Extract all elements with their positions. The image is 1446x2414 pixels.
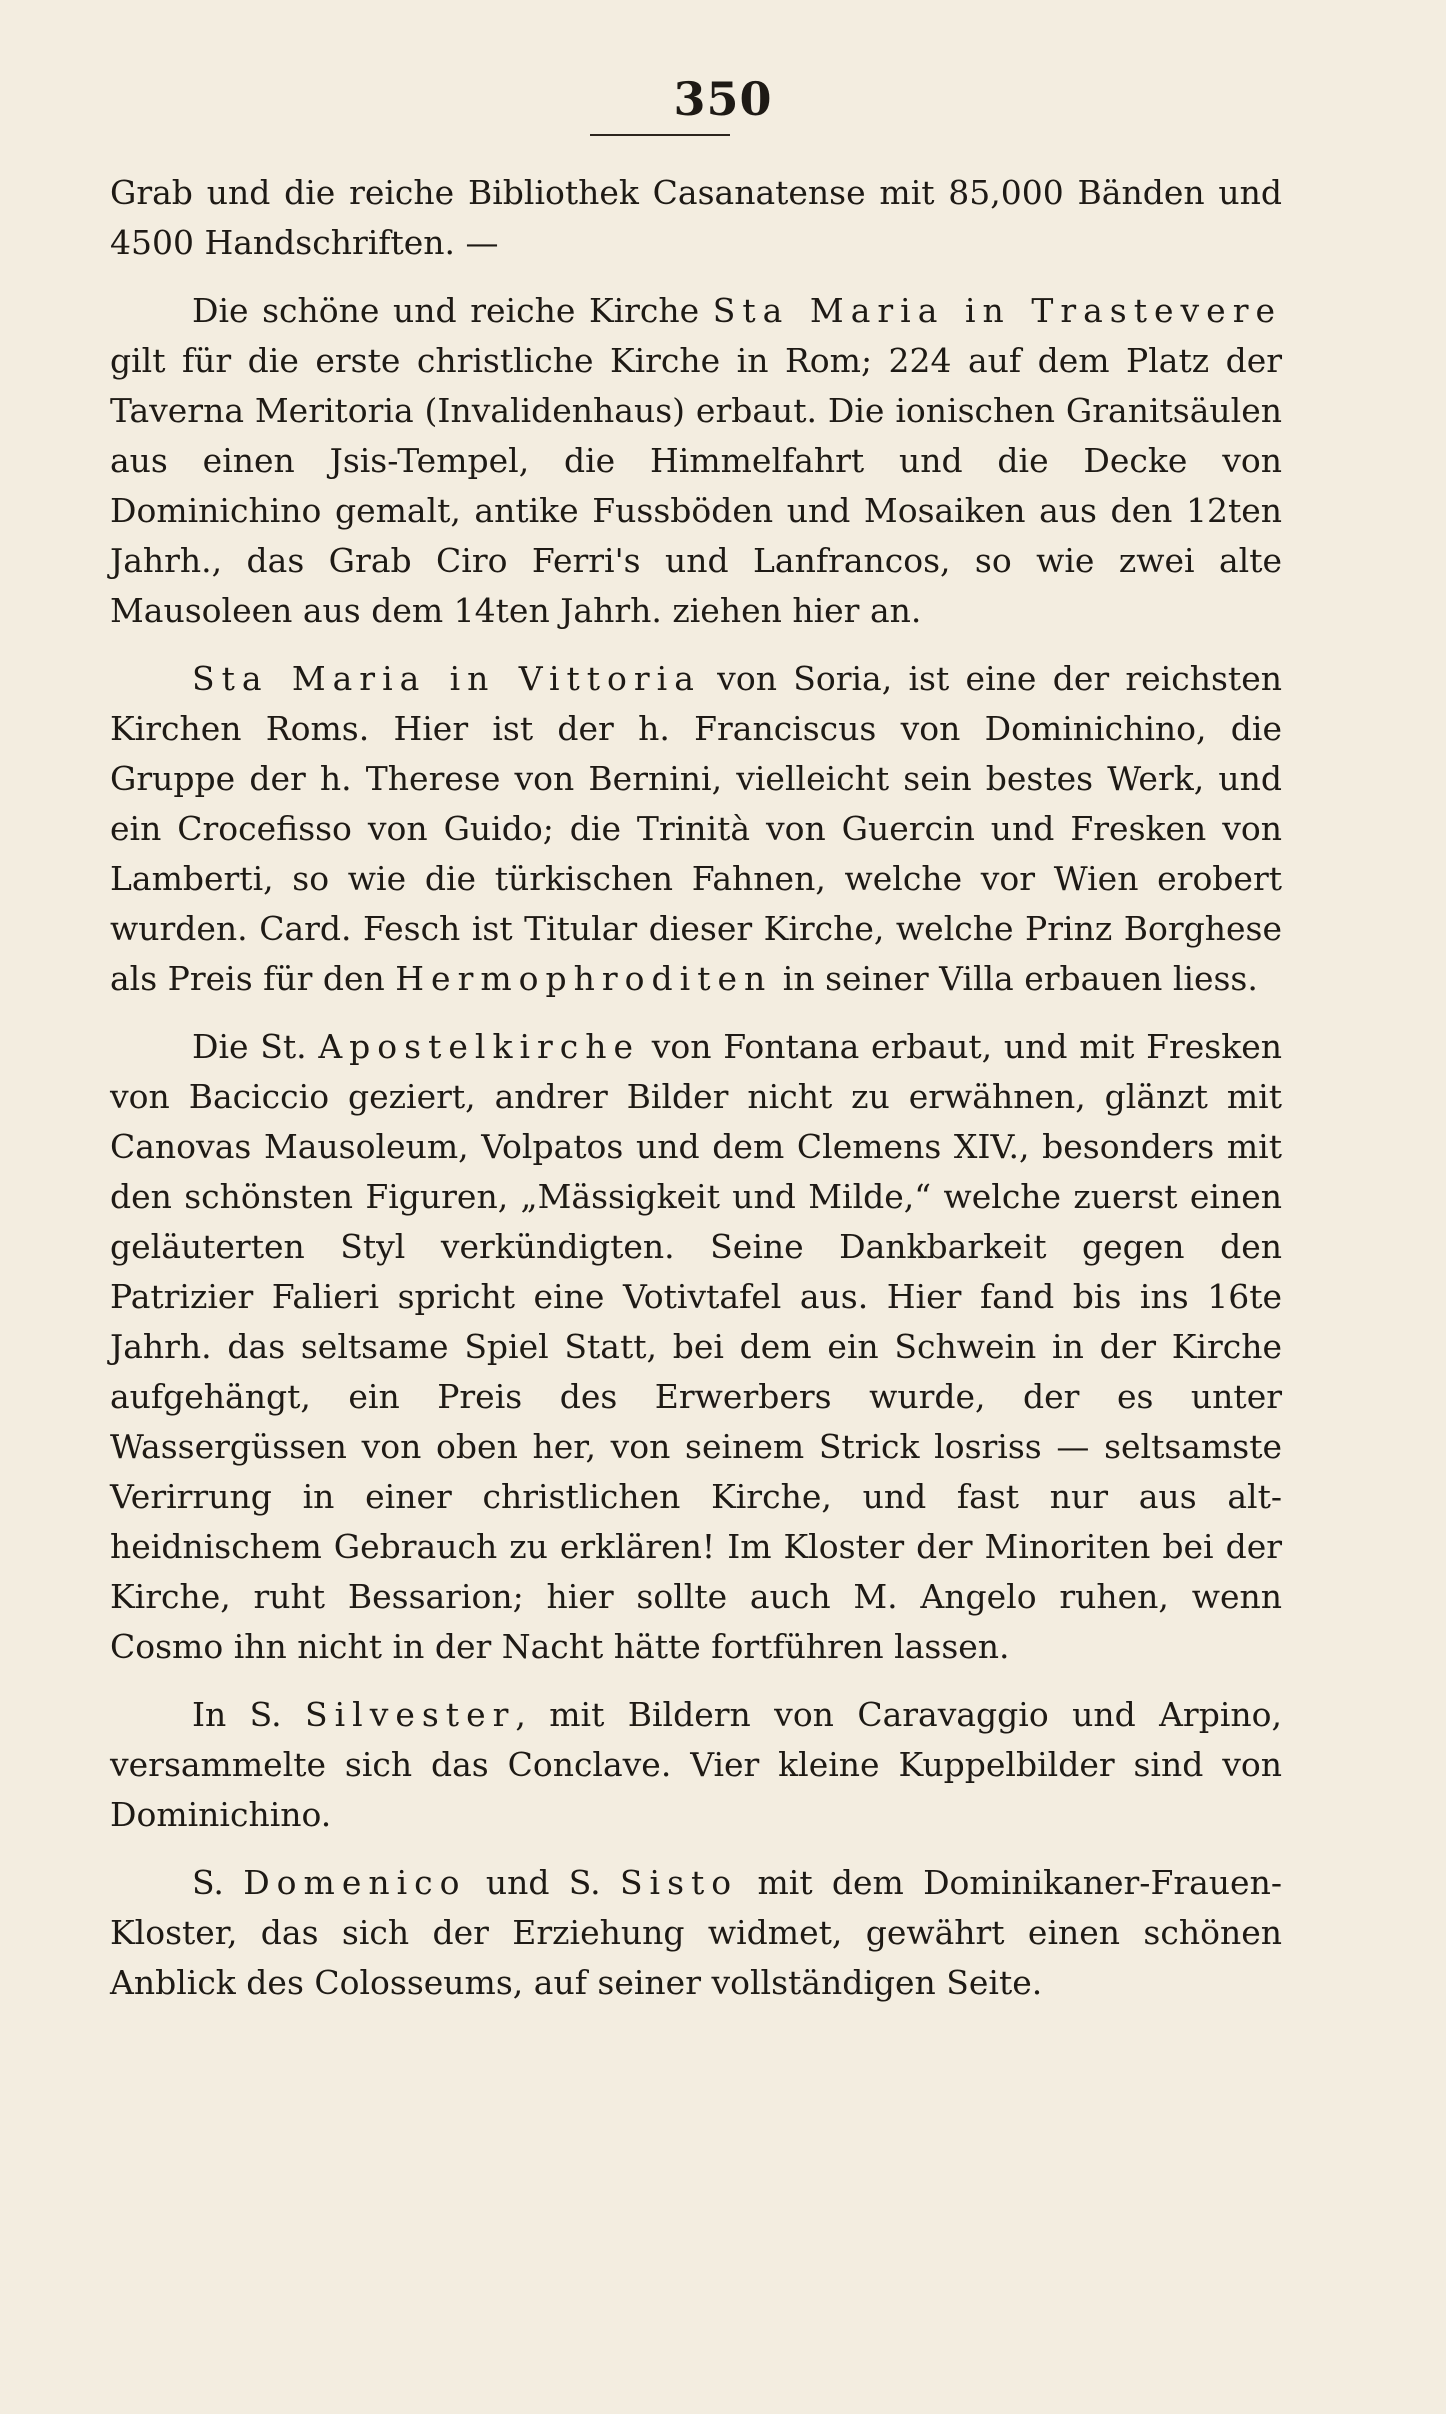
church-name: Sisto	[619, 1863, 739, 1902]
body-text	[110, 168, 1282, 2008]
paragraph-text: S.	[192, 1863, 244, 1902]
paragraph-text: mit dem Dominikaner-Frauen-Kloster, das sich der Erziehung widmet, gewährt einen schönen Anblick des Colosseums, auf seiner vollständigen Seite.	[110, 1863, 1282, 2002]
paragraph-3	[110, 654, 1282, 1004]
paragraph-text: gilt für die erste christliche Kirche in Rom; 224 auf dem Platz der Taverna Meritoria (Invalidenhaus) erbaut. Die ionischen Granitsäulen aus einen Jsis-Tempel, die Himmelfahrt und die Decke von Dominichino gemalt, antike Fussböden und Mosaiken aus den 12ten Jahrh., das Grab Ciro Ferri's und Lanfrancos, so wie zwei alte Mausoleen aus dem 14ten Jahrh. ziehen hier an.	[110, 341, 1282, 630]
church-name: Sta Maria in Trastevere	[712, 291, 1283, 330]
header-rule	[590, 134, 730, 136]
paragraph-text: Grab und die reiche Bibliothek Casanatense mit 85,000 Bänden und 4500 Handschriften. —	[110, 173, 1282, 262]
paragraph-text: In S.	[192, 1695, 305, 1734]
page-number: 350	[673, 72, 773, 126]
church-name: Domenico	[243, 1863, 467, 1902]
church-name: Apostelkirche	[318, 1027, 641, 1066]
paragraph-text: in seiner Villa erbauen liess.	[772, 959, 1258, 998]
paragraph-1	[110, 168, 1282, 268]
paragraph-2	[110, 286, 1282, 636]
spaced-term: Hermophroditen	[395, 959, 773, 998]
paragraph-4	[110, 1022, 1282, 1672]
paragraph-text: und S.	[466, 1863, 620, 1902]
paragraph-5	[110, 1690, 1282, 1840]
paragraph-text: von Soria, ist eine der reichsten Kirchen Roms. Hier ist der h. Franciscus von Dominichino, die Gruppe der h. Therese von Bernini, vielleicht sein bestes Werk, und ein Crocefisso von Guido; die Trinità von Guercin und Fresken von Lamberti, so wie die türkischen Fahnen, welche vor Wien erobert wurden. Card. Fesch ist Titular dieser Kirche, welche Prinz Borghese als Preis für den	[110, 659, 1282, 998]
paragraph-text: von Fontana erbaut, und mit Fresken von Baciccio geziert, andrer Bilder nicht zu erwähnen, glänzt mit Canovas Mausoleum, Volpatos und dem Clemens XIV., besonders mit den schönsten Figuren, „Mässigkeit und Milde,“ welche zuerst einen geläuterten Styl verkündigten. Seine Dankbarkeit gegen den Patrizier Falieri spricht eine Votivtafel aus. Hier fand bis ins 16te Jahrh. das seltsame Spiel Statt, bei dem ein Schwein in der Kirche aufgehängt, ein Preis des Erwerbers wurde, der es unter Wassergüssen von oben her, von seinem Strick losriss — seltsamste Verirrung in einer christlichen Kirche, und fast nur aus alt-heidnischem Gebrauch zu erklären! Im Kloster der Minoriten bei der Kirche, ruht Bessarion; hier sollte auch M. Angelo ruhen, wenn Cosmo ihn nicht in der Nacht hätte fortführen lassen.	[110, 1027, 1282, 1666]
church-name: Silvester	[304, 1695, 516, 1734]
paragraph-text: Die schöne und reiche Kirche	[192, 291, 713, 330]
paragraph-6	[110, 1858, 1282, 2008]
paragraph-text: , mit Bildern von Caravaggio und Arpino, versammelte sich das Conclave. Vier kleine Kuppelbilder sind von Dominichino.	[110, 1695, 1282, 1834]
paragraph-text: Die St.	[192, 1027, 319, 1066]
church-name: Sta Maria in Vittoria	[192, 659, 701, 698]
